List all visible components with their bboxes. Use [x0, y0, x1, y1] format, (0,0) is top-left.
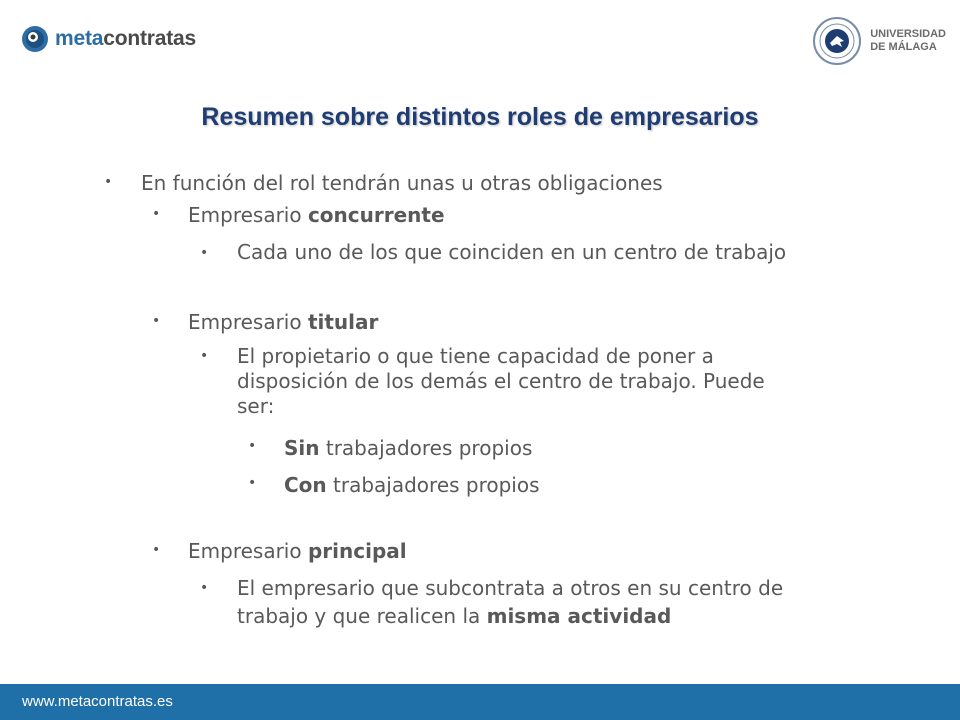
role-titular-desc-line1: El propietario o que tiene capacidad de poner a [237, 344, 714, 368]
role-titular-name: titular [307, 310, 379, 334]
logo-text-contratas: contratas [103, 27, 196, 50]
role-titular: Empresario titular [188, 310, 379, 334]
metacontratas-logo-icon [20, 24, 50, 54]
bullet-dot: • [152, 542, 161, 558]
titular-option-sin: Sin trabajadores propios [284, 436, 533, 460]
role-concurrente-desc: Cada uno de los que coinciden en un centro de trabajo [237, 240, 787, 264]
university-name-line2: DE MÁLAGA [870, 41, 937, 53]
footer-bar [0, 684, 960, 720]
logo-text-meta: meta [55, 27, 104, 50]
role-principal-desc-line2: trabajo y que realicen la misma actividad [237, 604, 672, 628]
bullet-dot: • [104, 174, 113, 190]
role-concurrente-name: concurrente [307, 203, 445, 227]
bullet-dot: • [248, 475, 257, 491]
role-concurrente: Empresario concurrente [188, 203, 445, 227]
bullet-dot: • [248, 438, 257, 454]
role-principal: Empresario principal [188, 539, 407, 563]
titular-option-con: Con trabajadores propios [284, 473, 540, 497]
slide-title: Resumen sobre distintos roles de empresarios [201, 103, 759, 131]
footer-url-link[interactable]: www.metacontratas.es [22, 693, 173, 710]
universidad-malaga-logo [812, 16, 946, 66]
bullet-dot: • [200, 245, 209, 261]
bullet-dot: • [152, 206, 161, 222]
metacontratas-logo [20, 24, 196, 54]
role-titular-desc-line2: disposición de los demás el centro de trabajo. Puede [237, 369, 765, 393]
university-name-line1: UNIVERSIDAD [870, 28, 946, 40]
bullet-dot: • [200, 580, 209, 596]
bullet-dot: • [200, 348, 209, 364]
role-principal-name: principal [307, 539, 407, 563]
university-seal-icon [812, 16, 862, 66]
bullet-dot: • [152, 313, 161, 329]
role-principal-desc-line1: El empresario que subcontrata a otros en su centro de [237, 576, 784, 600]
bullet-level1: En función del rol tendrán unas u otras obligaciones [141, 171, 663, 195]
role-titular-desc-line3: ser: [237, 394, 275, 418]
